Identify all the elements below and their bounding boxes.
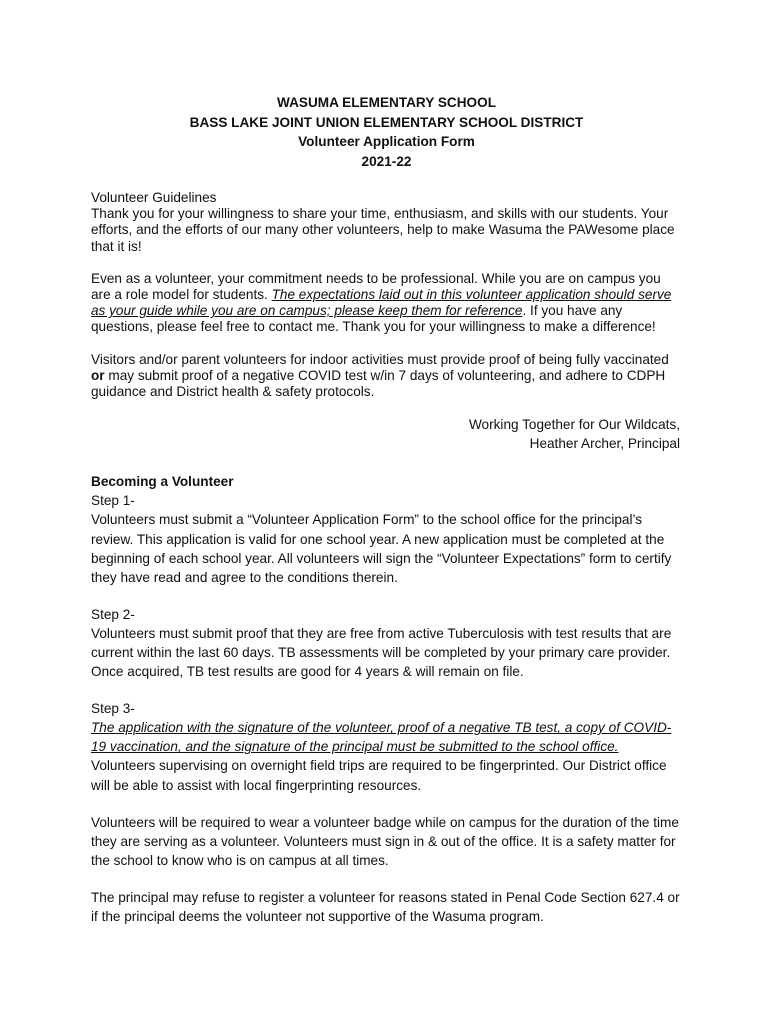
step-3-label: Step 3- xyxy=(91,701,135,717)
guidelines-paragraph-1: Thank you for your willingness to share your time, enthusiasm, and skills with our students. Your efforts, and the efforts of our many other volunteers, help to make Wasuma the PAWesome place that it is! xyxy=(91,206,675,254)
step-3-requirement: The application with the signature of the volunteer, proof of a negative TB test, a copy of COVID-19 vaccination, and the signature of the principal must be submitted to the school office. xyxy=(91,720,672,755)
signature-name: Heather Archer, Principal xyxy=(529,435,680,451)
form-title: Volunteer Application Form xyxy=(298,134,475,149)
step-1-text: Volunteers must submit a “Volunteer Application Form” to the school office for the principal’s review. This application is valid for one school year. A new application must be completed at the beginning of each school year. All volunteers will sign the “Volunteer Expectations” form to certify they have read and agree to the conditions therein. xyxy=(91,512,672,585)
school-name: WASUMA ELEMENTARY SCHOOL xyxy=(276,95,496,110)
guidelines-paragraph-2: Even as a volunteer, your commitment needs to be professional. While you are on campus you are a role model for students. The expectations laid out in this volunteer application should serve as your guide while you are on campus; please keep them for reference. If you have any questions, please feel free to contact me. Thank you for your willingness to make a difference! xyxy=(91,270,672,335)
step-2-label: Step 2- xyxy=(91,606,135,622)
document-header xyxy=(92,93,681,171)
step-3-text: Volunteers supervising on overnight field trips are required to be fingerprinted. Our District office will be able to assist with local fingerprinting resources. xyxy=(91,758,667,793)
school-year: 2021-22 xyxy=(361,153,412,169)
guidelines-heading: Volunteer Guidelines xyxy=(91,190,217,205)
signature-closing: Working Together for Our Wildcats, xyxy=(468,417,680,433)
step-2-text: Volunteers must submit proof that they are free from active Tuberculosis with test results that are current within the last 60 days. TB assessments will be completed by your primary care provider. Once acquired, TB test results are good for 4 years & will remain on file. xyxy=(91,625,672,680)
document-page xyxy=(91,93,681,926)
district-name: BASS LAKE JOINT UNION ELEMENTARY SCHOOL DISTRICT xyxy=(189,114,584,130)
refuse-paragraph: The principal may refuse to register a volunteer for reasons stated in Penal Code Section 627.4 or if the principal deems the volunteer not supportive of the Wasuma program. xyxy=(91,889,680,925)
badge-paragraph: Volunteers will be required to wear a volunteer badge while on campus for the duration of the time they are serving as a volunteer. Volunteers must sign in & out of the office. It is a safety matter for the school to know who is on campus at all times. xyxy=(91,814,679,868)
becoming-volunteer-heading: Becoming a Volunteer xyxy=(91,474,234,490)
step-1-label: Step 1- xyxy=(91,493,135,509)
guidelines-paragraph-3: Visitors and/or parent volunteers for indoor activities must provide proof of being fully vaccinated or may submit proof of a negative COVID test w/in 7 days of volunteering, and adhere to CDPH guidance and District health & safety protocols. xyxy=(91,351,669,400)
principal-signature xyxy=(91,416,680,453)
expectations-emphasis: The expectations laid out in this volunteer application should serve as your guide while you are on campus; please keep them for reference xyxy=(91,287,672,319)
